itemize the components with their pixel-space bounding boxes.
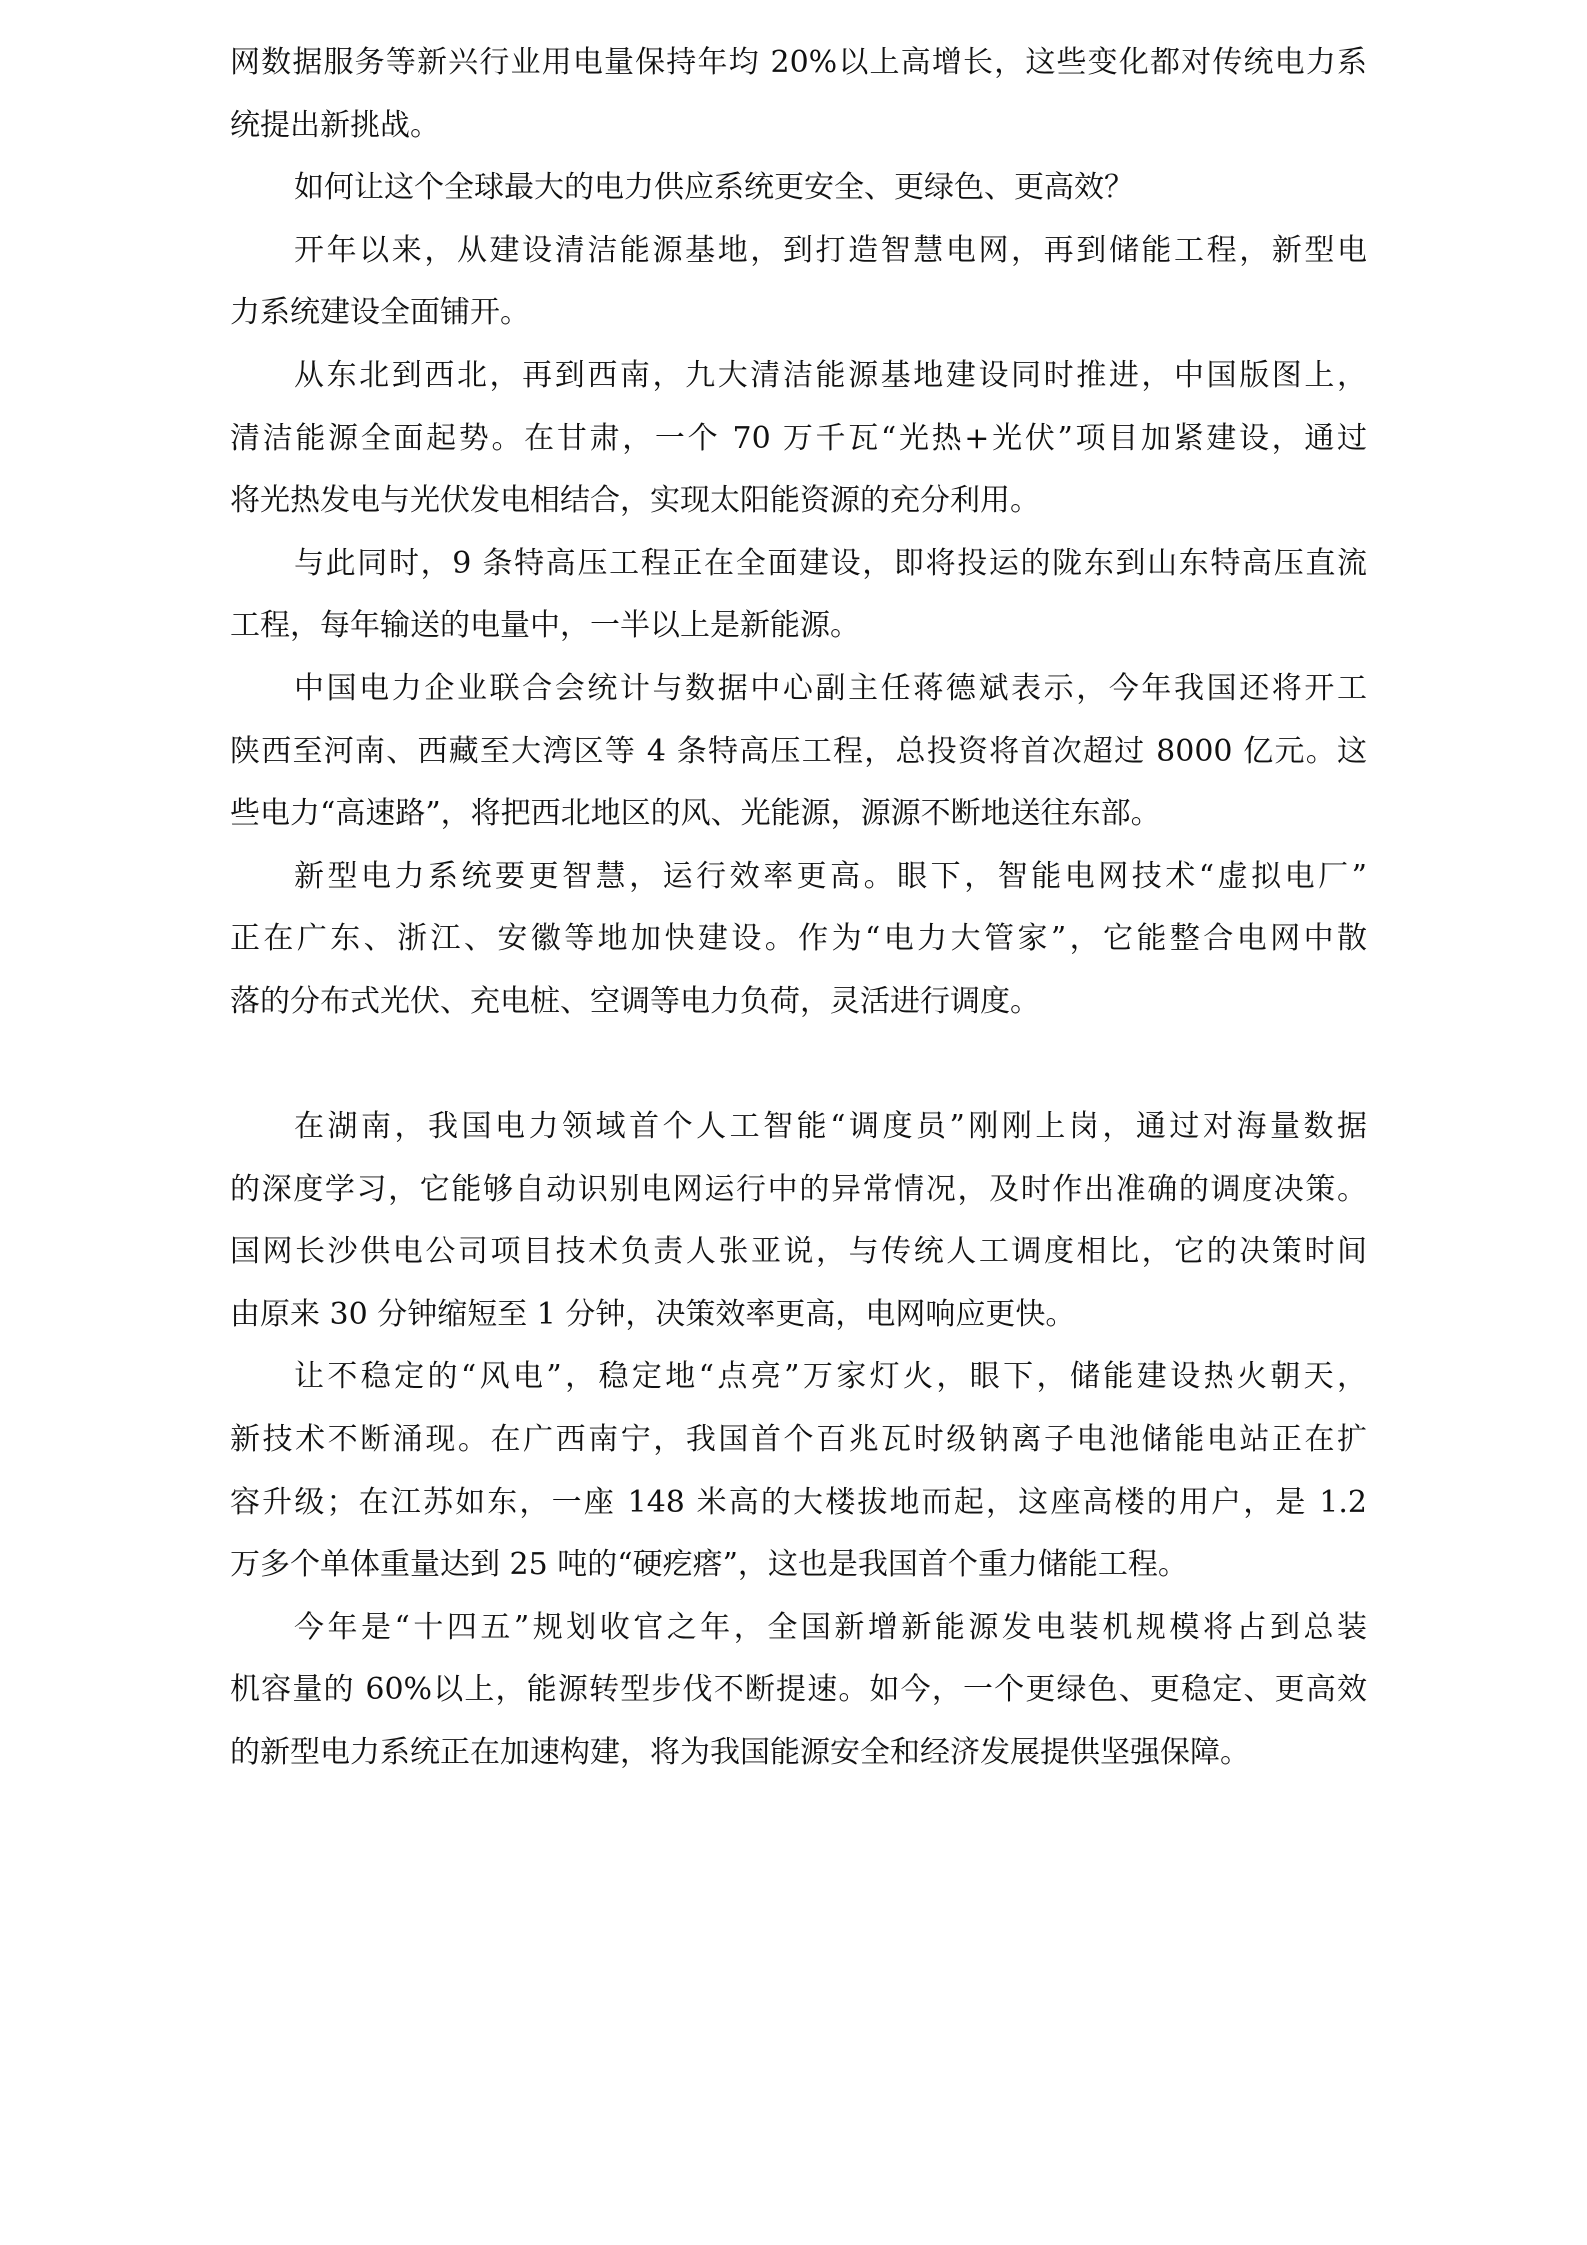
text-line: 将光热发电与光伏发电相结合，实现太阳能资源的充分利用。 (230, 483, 1040, 519)
text-line: 机容量的 60%以上，能源转型步伐不断提速。如今，一个更绿色、更稳定、更高效 (230, 1672, 1367, 1708)
text-line: 容升级；在江苏如东，一座 148 米高的大楼拔地而起，这座高楼的用户，是 1.2 (230, 1484, 1367, 1520)
text-line: 些电力“高速路”，将把西北地区的风、光能源，源源不断地送往东部。 (230, 796, 1161, 832)
document-page (230, 32, 1367, 1785)
paragraph (230, 157, 1367, 220)
text-line: 由原来 30 分钟缩短至 1 分钟，决策效率更高，电网响应更快。 (230, 1296, 1076, 1332)
paragraph (230, 1597, 1367, 1785)
text-line: 陕西至河南、西藏至大湾区等 4 条特高压工程，总投资将首次超过 8000 亿元。这 (230, 733, 1367, 769)
blank-line (230, 1034, 1367, 1097)
text-line: 统提出新挑战。 (230, 107, 440, 143)
text-line: 今年是“十四五”规划收官之年，全国新增新能源发电装机规模将占到总装 (294, 1609, 1367, 1645)
text-line: 如何让这个全球最大的电力供应系统更安全、更绿色、更高效？ (294, 170, 1134, 206)
text-line: 在湖南，我国电力领域首个人工智能“调度员”刚刚上岗，通过对海量数据 (294, 1109, 1367, 1145)
text-line: 正在广东、浙江、安徽等地加快建设。作为“电力大管家”，它能整合电网中散 (230, 921, 1367, 957)
text-line: 让不稳定的“风电”，稳定地“点亮”万家灯火，眼下，储能建设热火朝天， (294, 1359, 1367, 1395)
text-line: 中国电力企业联合会统计与数据中心副主任蒋德斌表示，今年我国还将开工 (294, 670, 1367, 706)
text-line: 的新型电力系统正在加速构建，将为我国能源安全和经济发展提供坚强保障。 (230, 1735, 1250, 1771)
paragraph (230, 1346, 1367, 1596)
text-line: 新技术不断涌现。在广西南宁，我国首个百兆瓦时级钠离子电池储能电站正在扩 (230, 1422, 1367, 1458)
text-line: 网数据服务等新兴行业用电量保持年均 20%以上高增长，这些变化都对传统电力系 (230, 45, 1367, 80)
text-line: 与此同时，9 条特高压工程正在全面建设，即将投运的陇东到山东特高压直流 (294, 545, 1367, 581)
paragraph (230, 1096, 1367, 1346)
text-line: 力系统建设全面铺开。 (230, 295, 530, 331)
paragraph (230, 846, 1367, 1034)
paragraph (230, 32, 1367, 157)
text-line: 万多个单体重量达到 25 吨的“硬疙瘩”，这也是我国首个重力储能工程。 (230, 1547, 1188, 1583)
text-line: 开年以来，从建设清洁能源基地，到打造智慧电网，再到储能工程，新型电 (294, 232, 1367, 268)
paragraph (230, 345, 1367, 533)
paragraph (230, 220, 1367, 345)
paragraph (230, 533, 1367, 658)
text-line: 的深度学习，它能够自动识别电网运行中的异常情况，及时作出准确的调度决策。 (230, 1171, 1367, 1207)
text-line: 落的分布式光伏、充电桩、空调等电力负荷，灵活进行调度。 (230, 983, 1040, 1019)
text-line: 工程，每年输送的电量中，一半以上是新能源。 (230, 608, 860, 644)
text-line: 清洁能源全面起势。在甘肃，一个 70 万千瓦“光热+光伏”项目加紧建设，通过 (230, 420, 1367, 456)
text-line: 新型电力系统要更智慧，运行效率更高。眼下，智能电网技术“虚拟电厂” (294, 858, 1367, 894)
paragraph (230, 658, 1367, 846)
text-line: 从东北到西北，再到西南，九大清洁能源基地建设同时推进，中国版图上， (294, 357, 1367, 393)
text-line: 国网长沙供电公司项目技术负责人张亚说，与传统人工调度相比，它的决策时间 (230, 1234, 1367, 1270)
